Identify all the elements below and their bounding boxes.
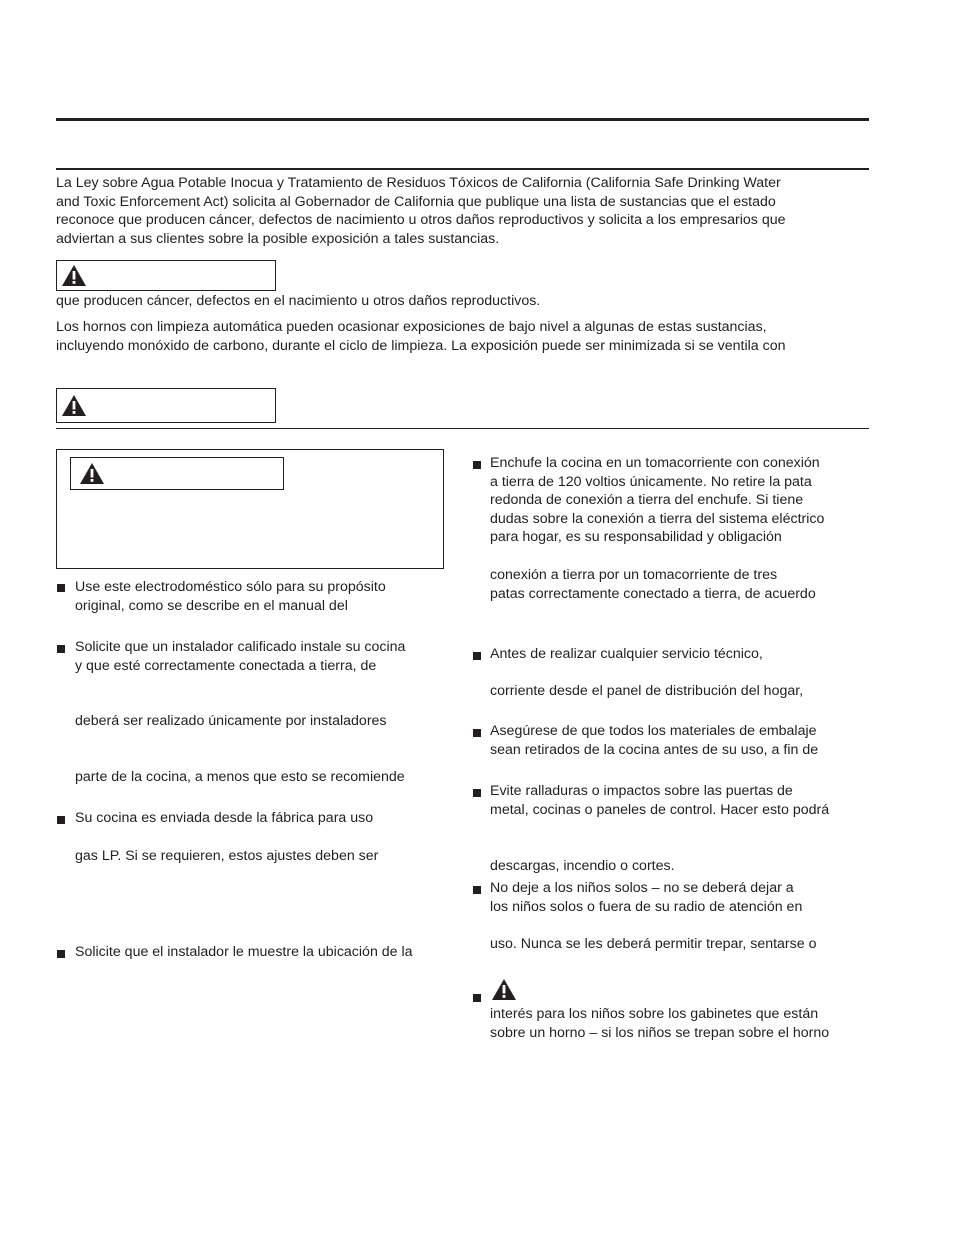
right-line: Asegúrese de que todos los materiales de embalaje [490,723,817,739]
right-line: los niños solos o fuera de su radio de atención en [490,898,803,915]
right-line: No deje a los niños solos – no se deberá dejar a [490,880,794,896]
right-line: Antes de realizar cualquier servicio técnico, [490,646,763,662]
right-line: uso. Nunca se les deberá permitir trepar, sentarse o [490,936,817,952]
intro-line: reconoce que producen cáncer, defectos de nacimiento u otros daños reproductivos y solicita a los empresarios que [56,212,786,229]
warning-box [56,388,276,423]
right-line: interés para los niños sobre los gabinetes que están [490,1006,819,1022]
left-line: Solicite que un instalador calificado instale su cocina [75,639,406,655]
left-line: Solicite que el instalador le muestre la ubicación de la [75,944,413,960]
square-bullet-icon [57,950,65,958]
intro-line: adviertan a sus clientes sobre la posible exposición a tales sustancias. [56,230,500,247]
warning-line: que producen cáncer, defectos en el nacimiento u otros daños reproductivos. [56,293,541,309]
section-rule [56,428,869,429]
right-line: a tierra de 120 voltios únicamente. No retire la pata [490,473,812,490]
right-line: redonda de conexión a tierra del enchufe. Si tiene [490,492,804,509]
right-line: Evite ralladuras o impactos sobre las puertas de [490,783,793,799]
left-line: Use este electrodoméstico sólo para su propósito [75,579,386,595]
left-line: y que esté correctamente conectada a tierra, de [75,657,377,674]
warning-triangle-icon [79,462,105,485]
intro-line: La Ley sobre Agua Potable Inocua y Tratamiento de Residuos Tóxicos de California (California Safe Drinking Water [56,175,781,191]
left-line: original, como se describe en el manual del [75,597,348,614]
right-line: descargas, incendio o cortes. [490,858,675,874]
square-bullet-icon [473,886,481,894]
warning-triangle-icon [61,394,87,417]
right-line: patas correctamente conectado a tierra, de acuerdo [490,585,816,602]
left-line: deberá ser realizado únicamente por instaladores [75,713,387,729]
intro-line: and Toxic Enforcement Act) solicita al Gobernador de California que publique una lista de sustancias que el estado [56,193,776,210]
warning-triangle-icon [491,978,517,1001]
right-line: conexión a tierra por un tomacorriente de tres [490,567,778,583]
left-line: Su cocina es enviada desde la fábrica para uso [75,810,374,826]
top-rule [56,118,869,121]
square-bullet-icon [57,816,65,824]
square-bullet-icon [473,994,481,1002]
warning-paragraph-line: Los hornos con limpieza automática pueden ocasionar exposiciones de bajo nivel a algunas de estas sustancias, [56,319,767,335]
warning-box [56,260,276,291]
square-bullet-icon [57,584,65,592]
section-rule [56,168,869,170]
square-bullet-icon [473,652,481,660]
square-bullet-icon [473,461,481,469]
warning-box [70,457,284,490]
right-line: sobre un horno – si los niños se trepan sobre el horno [490,1024,830,1041]
right-line: para hogar, es su responsabilidad y obligación [490,529,782,546]
right-line: corriente desde el panel de distribución del hogar, [490,683,804,699]
right-line: Enchufe la cocina en un tomacorriente con conexión [490,455,820,471]
warning-paragraph-line: incluyendo monóxido de carbono, durante el ciclo de limpieza. La exposición puede ser minimizada si se ventila con [56,337,786,354]
right-line: dudas sobre la conexión a tierra del sistema eléctrico [490,510,825,527]
square-bullet-icon [473,729,481,737]
square-bullet-icon [473,789,481,797]
square-bullet-icon [57,645,65,653]
left-line: parte de la cocina, a menos que esto se recomiende [75,769,405,785]
left-line: gas LP. Si se requieren, estos ajustes deben ser [75,848,379,864]
right-line: sean retirados de la cocina antes de su uso, a fin de [490,741,819,758]
warning-triangle-icon [61,264,87,287]
right-line: metal, cocinas o paneles de control. Hacer esto podrá [490,801,830,818]
